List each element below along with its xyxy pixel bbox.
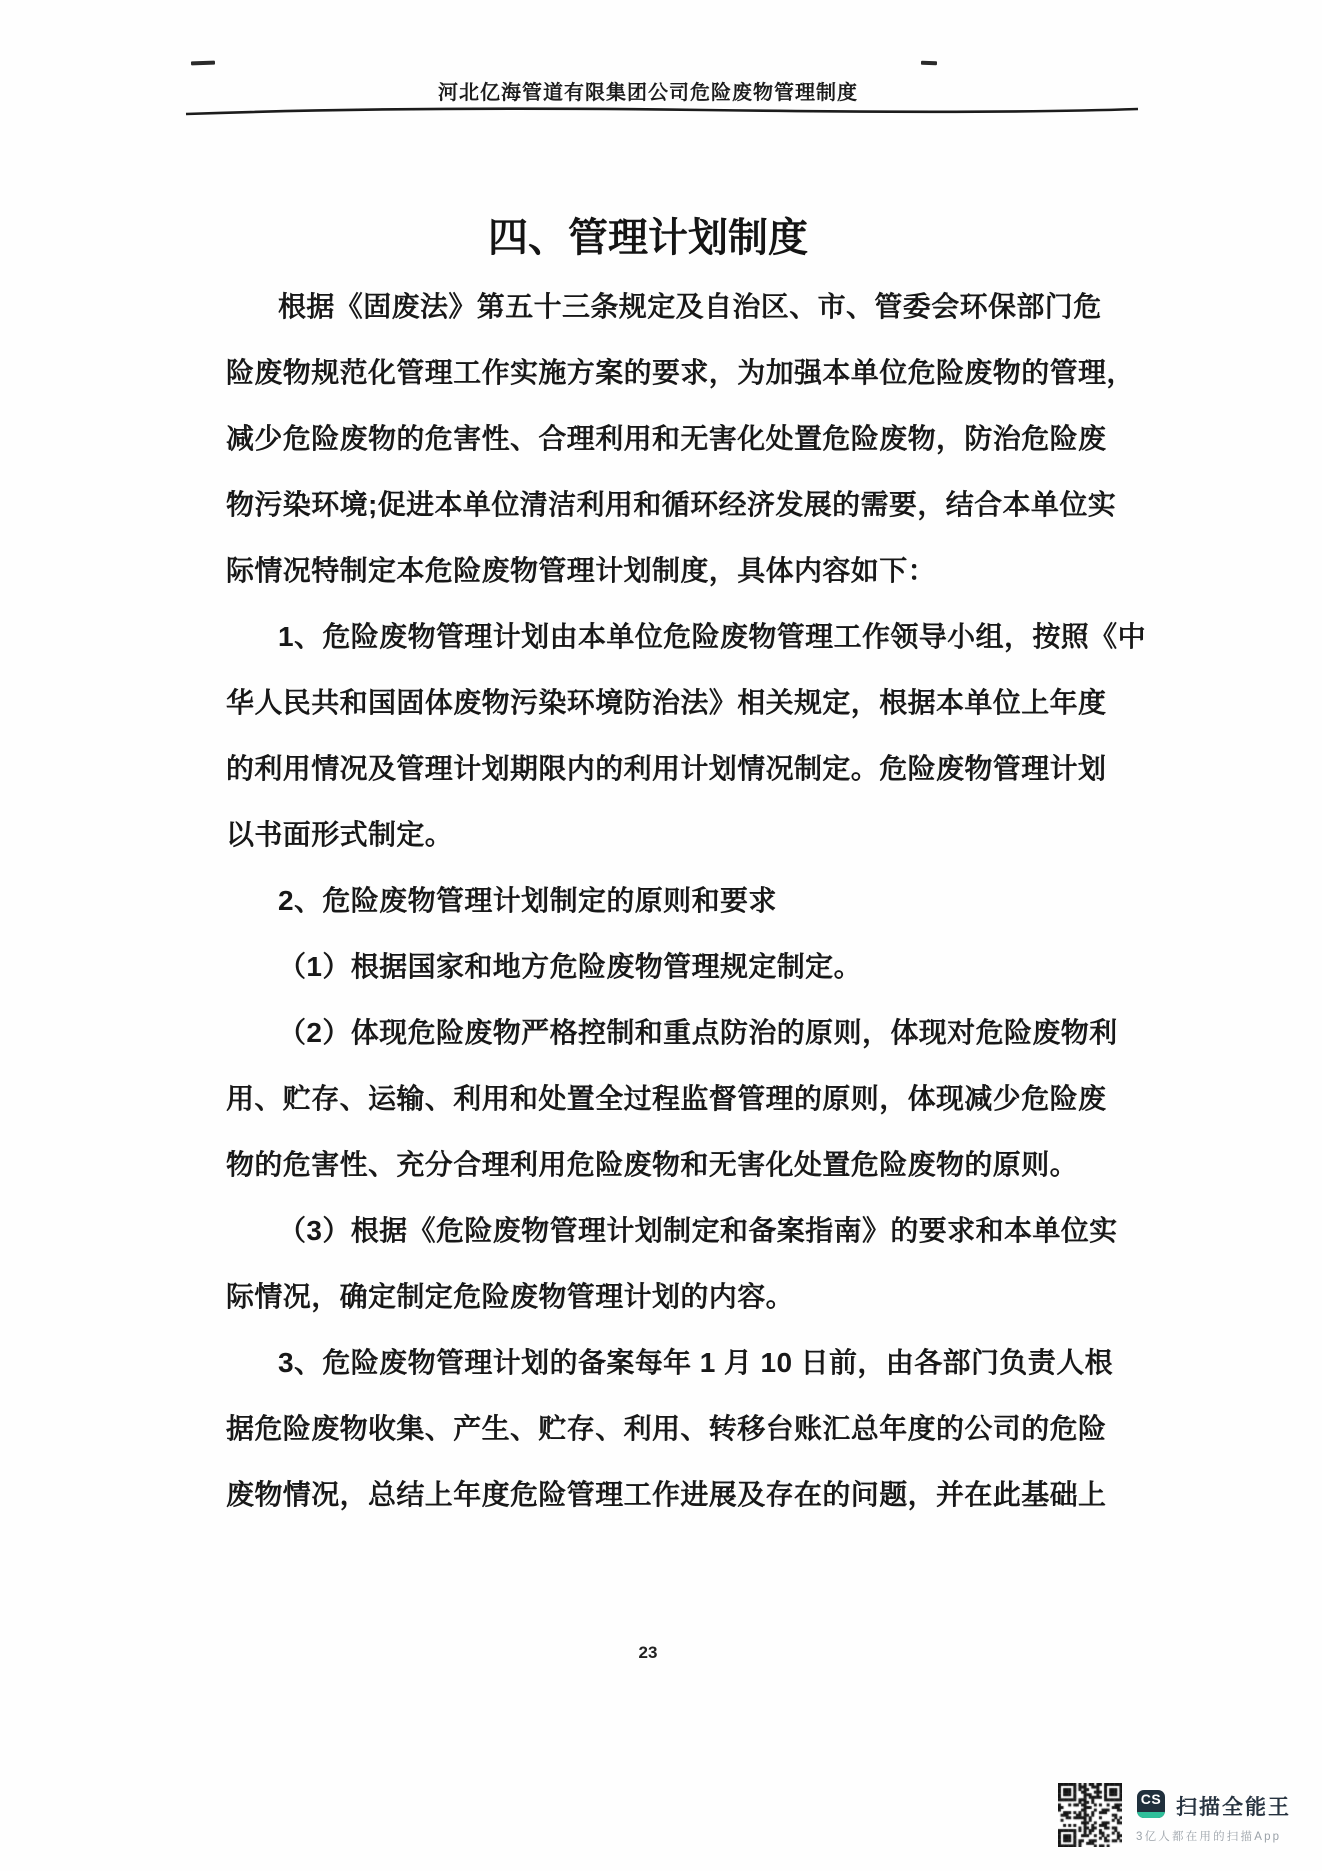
page-title: 四、管理计划制度 — [488, 216, 808, 260]
text-line: 际情况特制定本危险废物管理计划制度，具体内容如下： — [226, 555, 937, 586]
document-body — [226, 274, 1146, 1528]
text-line: 据危险废物收集、产生、贮存、利用、转移台账汇总年度的公司的危险 — [226, 1413, 1107, 1444]
header-divider-line — [184, 103, 1140, 119]
text-line: 物污染环境;促进本单位清洁利用和循环经济发展的需要，结合本单位实 — [226, 489, 1117, 520]
text-line: 用、贮存、运输、利用和处置全过程监督管理的原则，体现减少危险废 — [226, 1083, 1107, 1114]
text-line: 华人民共和国固体废物污染环境防治法》相关规定，根据本单位上年度 — [226, 687, 1107, 718]
document-header: 河北亿海管道有限集团公司危险废物管理制度 — [438, 82, 858, 104]
text-line: 减少危险废物的危害性、合理利用和无害化处置危险废物，防治危险废 — [226, 423, 1107, 454]
text-line: 险废物规范化管理工作实施方案的要求，为加强本单位危险废物的管理， — [226, 357, 1135, 388]
page-number: 23 — [638, 1643, 658, 1662]
text-line: 废物情况，总结上年度危险管理工作进展及存在的问题，并在此基础上 — [226, 1479, 1107, 1510]
camscanner-app-name: 扫描全能王 — [1176, 1796, 1291, 1819]
text-line: 物的危害性、充分合理利用危险废物和无害化处置危险废物的原则。 — [226, 1149, 1079, 1180]
text-line: （2）体现危险废物严格控制和重点防治的原则，体现对危险废物利 — [278, 1017, 1118, 1048]
qr-code — [1058, 1783, 1122, 1847]
text-line: 际情况，确定制定危险废物管理计划的内容。 — [226, 1281, 795, 1312]
camscanner-tagline: 3亿人都在用的扫描App — [1136, 1831, 1282, 1843]
scan-artifact — [191, 61, 215, 66]
logo-teal-strip — [1137, 1812, 1165, 1818]
logo-monogram: CS — [1140, 1791, 1162, 1807]
text-line: 根据《固废法》第五十三条规定及自治区、市、管委会环保部门危 — [278, 291, 1102, 322]
text-line: 1、危险废物管理计划由本单位危险废物管理工作领导小组，按照《中 — [278, 621, 1146, 652]
camscanner-logo — [1137, 1790, 1165, 1818]
scan-artifact — [921, 61, 937, 66]
text-line: （3）根据《危险废物管理计划制定和备案指南》的要求和本单位实 — [278, 1215, 1118, 1246]
text-line: 以书面形式制定。 — [226, 819, 454, 850]
text-line: （1）根据国家和地方危险废物管理规定制定。 — [278, 951, 862, 982]
text-line: 2、危险废物管理计划制定的原则和要求 — [278, 885, 777, 916]
text-line: 3、危险废物管理计划的备案每年 1 月 10 日前，由各部门负责人根 — [278, 1347, 1114, 1378]
text-line: 的利用情况及管理计划期限内的利用计划情况制定。危险废物管理计划 — [226, 753, 1107, 784]
